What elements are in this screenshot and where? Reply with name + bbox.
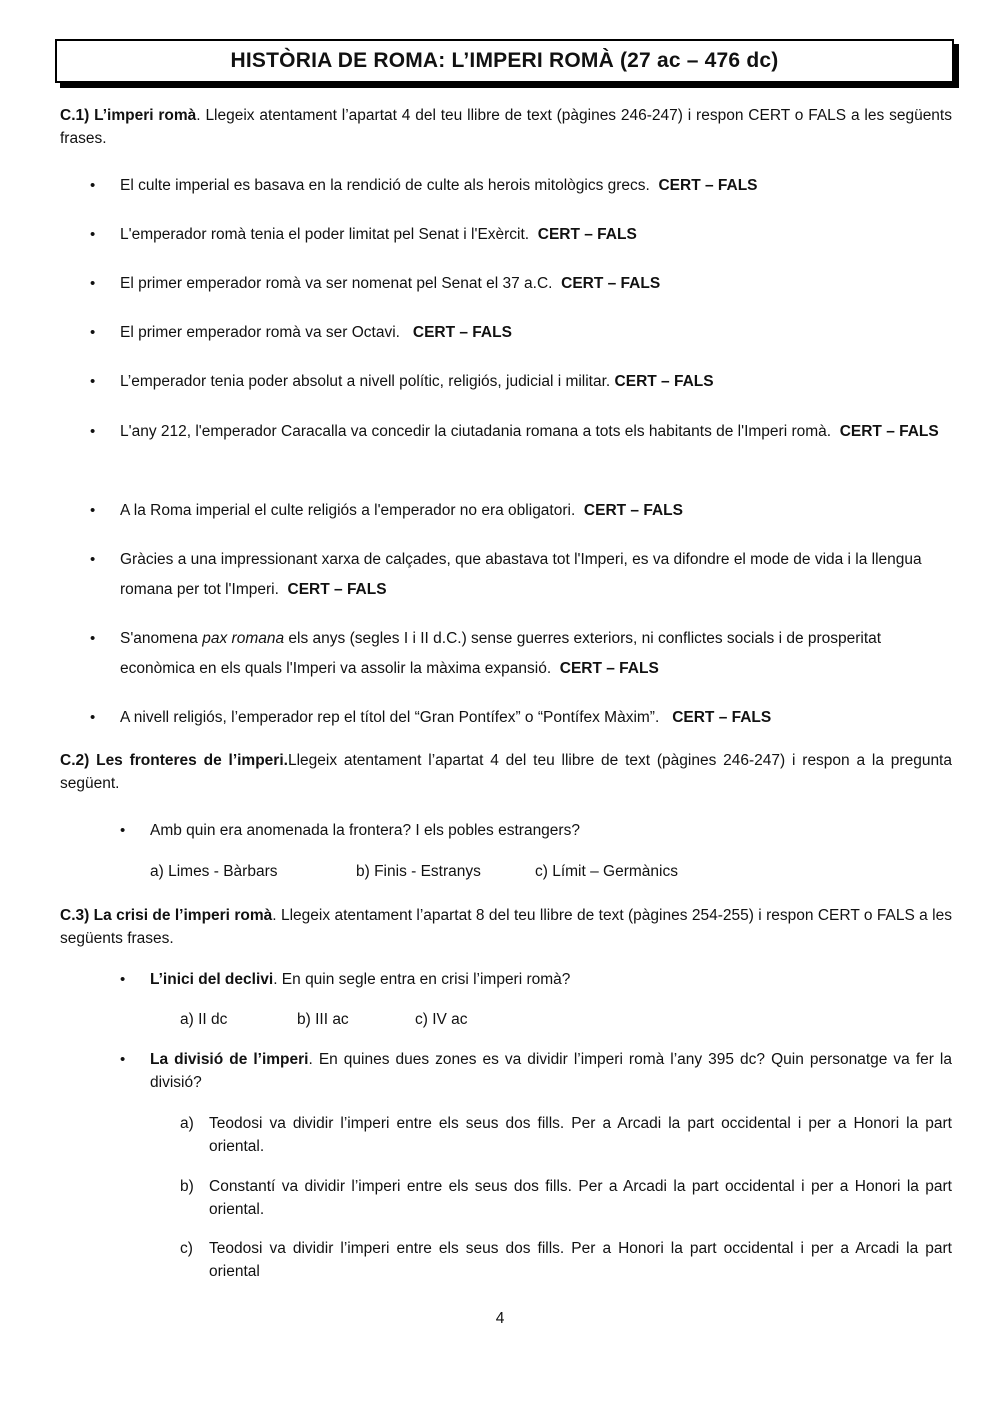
c3-q1-option-a[interactable]: a) II dc (180, 1011, 228, 1028)
c1-item-2 (120, 220, 960, 250)
c1-intro-text: . Llegeix atentament l’apartat 4 del teu llibre de text (pàgines 246-247) i respon CERT o FALS a les següents frases. (60, 107, 952, 147)
c1-item-4 (120, 318, 960, 348)
c3-q2-option-b[interactable] (180, 1175, 952, 1221)
pax-romana-term: pax romana (202, 630, 285, 647)
c3-question-1 (150, 968, 952, 991)
option-label: a) (180, 1115, 194, 1132)
c3-q1-options (180, 1008, 468, 1031)
cert-fals-answer[interactable]: CERT – FALS (614, 373, 714, 390)
c3-heading: C.3) La crisi de l’imperi romà (60, 907, 273, 924)
page-title: HISTÒRIA DE ROMA: L’IMPERI ROMÀ (27 ac – 476 dc) (55, 39, 954, 83)
c3-q1-option-c[interactable]: c) IV ac (415, 1011, 468, 1028)
c3-intro (60, 904, 952, 950)
cert-fals-answer[interactable]: CERT – FALS (559, 660, 659, 677)
c3-q1-text: . En quin segle entra en crisi l’imperi romà? (273, 971, 571, 988)
c2-intro (60, 749, 952, 795)
c1-item-text: A nivell religiós, l’emperador rep el títol del “Gran Pontífex” o “Pontífex Màxim”. (120, 709, 660, 726)
cert-fals-answer[interactable]: CERT – FALS (839, 423, 939, 440)
c2-intro-text: Llegeix atentament l’apartat 4 del teu llibre de text (pàgines 246-247) i respon a la pregunta següent. (60, 752, 952, 792)
cert-fals-answer[interactable]: CERT – FALS (537, 226, 637, 243)
c1-item-text: El primer emperador romà va ser Octavi. (120, 324, 400, 341)
c2-option-a[interactable]: a) Limes - Bàrbars (150, 863, 278, 880)
c2-option-c[interactable]: c) Límit – Germànics (535, 863, 678, 880)
option-label: c) (180, 1240, 193, 1257)
c1-item-text: El culte imperial es basava en la rendició de culte als herois mitològics grecs. (120, 177, 650, 194)
c1-item-text: El primer emperador romà va ser nomenat pel Senat el 37 a.C. (120, 275, 553, 292)
cert-fals-answer[interactable]: CERT – FALS (412, 324, 512, 341)
c1-item-text: S'anomena (120, 630, 203, 647)
option-label: b) (180, 1178, 194, 1195)
c1-item-1 (120, 171, 960, 201)
c1-item-text: els anys (segles I i II d.C.) sense guerres exteriors, ni conflictes socials i de prosperitat econòmica en els quals l'Imperi va assolir la màxima expansió. (120, 630, 882, 677)
c1-item-6 (120, 417, 952, 447)
cert-fals-answer[interactable]: CERT – FALS (583, 502, 683, 519)
c2-question (150, 819, 952, 842)
c1-item-5 (120, 367, 960, 397)
c1-intro (60, 104, 952, 150)
c3-question-2 (150, 1048, 952, 1094)
cert-fals-answer[interactable]: CERT – FALS (672, 709, 772, 726)
c2-question-text: Amb quin era anomenada la frontera? I els pobles estrangers? (150, 822, 580, 839)
c3-q1-option-b[interactable]: b) III ac (297, 1011, 349, 1028)
c2-option-b[interactable]: b) Finis - Estranys (356, 863, 481, 880)
c3-intro-text: . Llegeix atentament l’apartat 8 del teu llibre de text (pàgines 254-255) i respon CERT o FALS a les següents frases. (60, 907, 952, 947)
c2-heading: C.2) Les fronteres de l’imperi. (60, 752, 288, 769)
page-number: 4 (495, 1310, 505, 1327)
c2-options (150, 860, 678, 883)
c1-item-3 (120, 269, 960, 299)
cert-fals-answer[interactable]: CERT – FALS (658, 177, 758, 194)
option-text: Teodosi va dividir l’imperi entre els seus dos fills. Per a Arcadi la part occidental i per a Honori la part oriental. (209, 1115, 952, 1155)
c3-q1-title: L’inici del declivi (150, 971, 274, 988)
option-text: Teodosi va dividir l’imperi entre els seus dos fills. Per a Honori la part occidental i per a Arcadi la part oriental (209, 1240, 952, 1280)
cert-fals-answer[interactable]: CERT – FALS (561, 275, 661, 292)
c3-q2-text: . En quines dues zones es va dividir l’imperi romà l’any 395 dc? Quin personatge va fer la divisió? (150, 1051, 952, 1091)
c1-item-text: L'any 212, l'emperador Caracalla va concedir la ciutadania romana a tots els habitants de l'Imperi romà. (120, 423, 832, 440)
c1-item-8 (120, 545, 950, 605)
option-text: Constantí va dividir l’imperi entre els seus dos fills. Per a Arcadi la part occidental i per a Honori la part oriental. (209, 1178, 952, 1218)
c3-q2-option-c[interactable] (180, 1237, 952, 1283)
c1-item-text: L'emperador romà tenia el poder limitat pel Senat i l'Exèrcit. (120, 226, 530, 243)
c1-item-text: L’emperador tenia poder absolut a nivell polític, religiós, judicial i militar. (120, 373, 611, 390)
c1-item-9 (120, 624, 952, 684)
c1-item-text: A la Roma imperial el culte religiós a l'emperador no era obligatori. (120, 502, 576, 519)
c1-item-10 (120, 703, 960, 733)
c1-item-7 (120, 496, 960, 526)
c3-q2-title: La divisió de l’imperi (150, 1051, 309, 1068)
cert-fals-answer[interactable]: CERT – FALS (287, 581, 387, 598)
c1-heading: C.1) L’imperi romà (60, 107, 197, 124)
c3-q2-option-a[interactable] (180, 1112, 952, 1158)
c1-item-text: Gràcies a una impressionant xarxa de calçades, que abastava tot l'Imperi, es va difondre el mode de vida i la llengua romana per tot l'Imperi. (120, 551, 922, 598)
